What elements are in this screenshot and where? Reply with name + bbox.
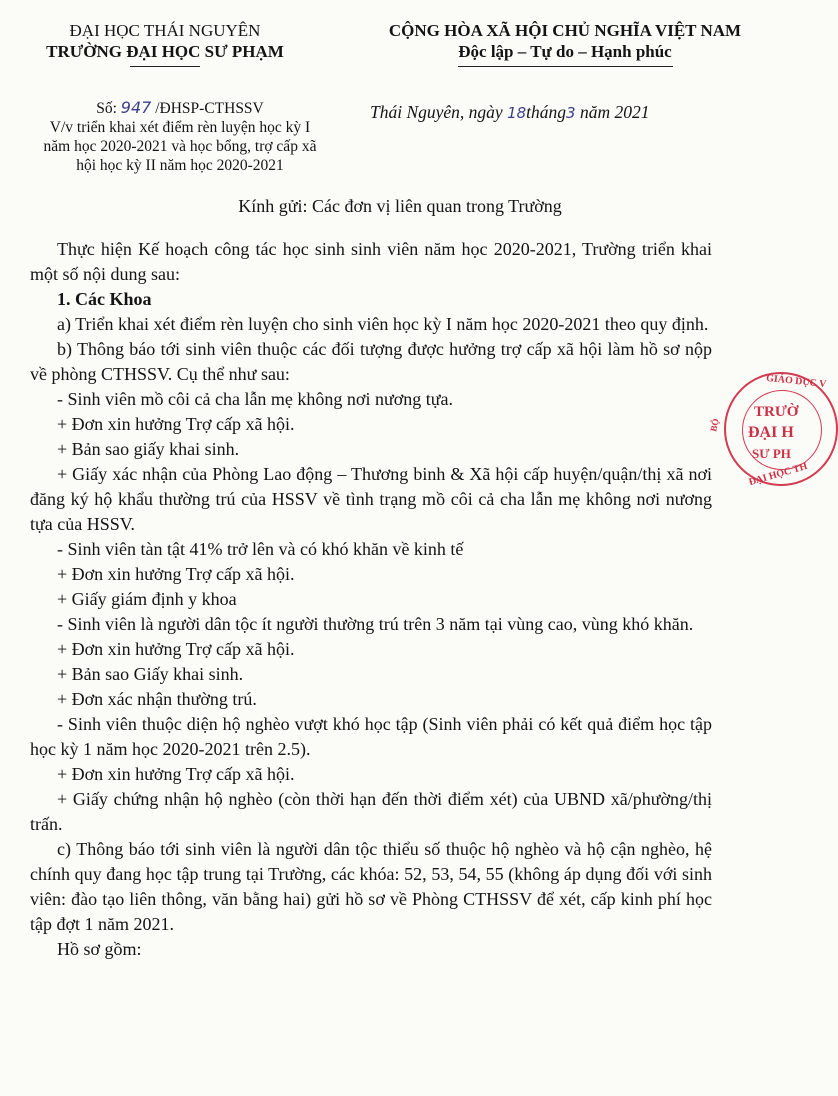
- country-name: CỘNG HÒA XÃ HỘI CHỦ NGHĨA VIỆT NAM: [388, 21, 742, 40]
- group-ethnic-doc: + Đơn xác nhận thường trú.: [57, 689, 257, 709]
- handwritten-month: 3: [566, 104, 576, 122]
- seal-ring-text: ĐẠI HỌC TH: [747, 460, 809, 489]
- issuer-header: [0, 20, 330, 67]
- group-poor-title: - Sinh viên thuộc diện hộ nghèo vượt khó học tập (Sinh viên phải có kết quả điểm học tập học kỳ 1 năm học 2020-2021 trên 2.5).: [30, 714, 712, 759]
- group-ethnic-doc: + Đơn xin hưởng Trợ cấp xã hội.: [57, 639, 295, 659]
- official-seal: [708, 372, 838, 489]
- subject-line-1: V/v triển khai xét điểm rèn luyện học kỳ I: [49, 119, 311, 136]
- national-header: [330, 20, 800, 67]
- subject-line-2: năm học 2020-2021 và học bổng, trợ cấp xã: [43, 138, 317, 155]
- handwritten-number: 947: [120, 98, 152, 117]
- document-reference: [20, 98, 340, 175]
- group-ethnic-doc: + Bản sao Giấy khai sinh.: [57, 664, 244, 684]
- group-poor-doc: + Đơn xin hưởng Trợ cấp xã hội.: [57, 764, 295, 784]
- school-name: TRƯỜNG ĐẠI HỌC SƯ PHẠM: [46, 42, 284, 61]
- university-name: ĐẠI HỌC THÁI NGUYÊN: [69, 21, 261, 40]
- group-orphan-doc: + Đơn xin hưởng Trợ cấp xã hội.: [57, 414, 295, 434]
- group-disability-doc: + Giấy giám định y khoa: [57, 589, 237, 609]
- item-a: a) Triển khai xét điểm rèn luyện cho sinh viên học kỳ I năm học 2020-2021 theo quy định.: [57, 314, 709, 334]
- document-body: [30, 237, 712, 962]
- national-motto: Độc lập – Tự do – Hạnh phúc: [458, 42, 672, 61]
- item-b: b) Thông báo tới sinh viên thuộc các đối tượng được hưởng trợ cấp xã hội làm hồ sơ nộp về phòng CTHSSV. Cụ thể như sau:: [30, 339, 712, 384]
- seal-center-text: SƯ PH: [752, 446, 791, 461]
- seal-center-text: ĐẠI H: [748, 424, 794, 441]
- seal-ring-text: BỘ: [708, 417, 721, 433]
- salutation: Kính gửi: Các đơn vị liên quan trong Trường: [238, 196, 562, 216]
- group-ethnic-title: - Sinh viên là người dân tộc ít người thường trú trên 3 năm tại vùng cao, vùng khó khăn.: [57, 614, 694, 634]
- document-number: Số: 947 /ĐHSP-CTHSSV: [96, 98, 264, 117]
- section-heading: 1. Các Khoa: [57, 289, 152, 309]
- seal-ring-text: GIÁO DỤC V: [765, 372, 827, 391]
- issue-date: Thái Nguyên, ngày 18tháng3 năm 2021: [370, 102, 650, 122]
- group-poor-doc: + Giấy chứng nhận hộ nghèo (còn thời hạn đến thời điểm xét) của UBND xã/phường/thị trấn.: [30, 789, 712, 834]
- subject-line-3: hội học kỳ II năm học 2020-2021: [76, 157, 284, 174]
- motto-underline: [458, 66, 673, 67]
- intro-paragraph: Thực hiện Kế hoạch công tác học sinh sinh viên năm học 2020-2021, Trường triển khai một số nội dung sau:: [30, 239, 712, 284]
- handwritten-day: 18: [507, 104, 527, 122]
- group-orphan-doc: + Giấy xác nhận của Phòng Lao động – Thương binh & Xã hội cấp huyện/quận/thị xã nơi đăng ký hộ khẩu thường trú của HSSV về tình trạng mồ côi cả cha lẫn mẹ không nơi nương tựa của HSSV.: [30, 464, 712, 534]
- group-disability-doc: + Đơn xin hưởng Trợ cấp xã hội.: [57, 564, 295, 584]
- group-orphan-doc: + Bản sao giấy khai sinh.: [57, 439, 240, 459]
- item-c: c) Thông báo tới sinh viên là người dân tộc thiểu số thuộc hộ nghèo và hộ cận nghèo, hệ chính quy đang học tập trung tại Trường, các khóa: 52, 53, 54, 55 (không áp dụng đối với sinh viên: đào tạo liên thông, văn bằng hai) gửi hồ sơ về Phòng CTHSSV để xét, cấp kinh phí học tập đợt 1 năm 2021.: [30, 839, 712, 934]
- issuer-underline: [130, 66, 200, 67]
- group-orphan-title: - Sinh viên mồ côi cả cha lẫn mẹ không nơi nương tựa.: [57, 389, 453, 409]
- group-disability-title: - Sinh viên tàn tật 41% trở lên và có khó khăn về kinh tế: [57, 539, 464, 559]
- dossier-heading: Hồ sơ gồm:: [57, 939, 142, 959]
- seal-center-text: TRƯỜ: [754, 404, 799, 420]
